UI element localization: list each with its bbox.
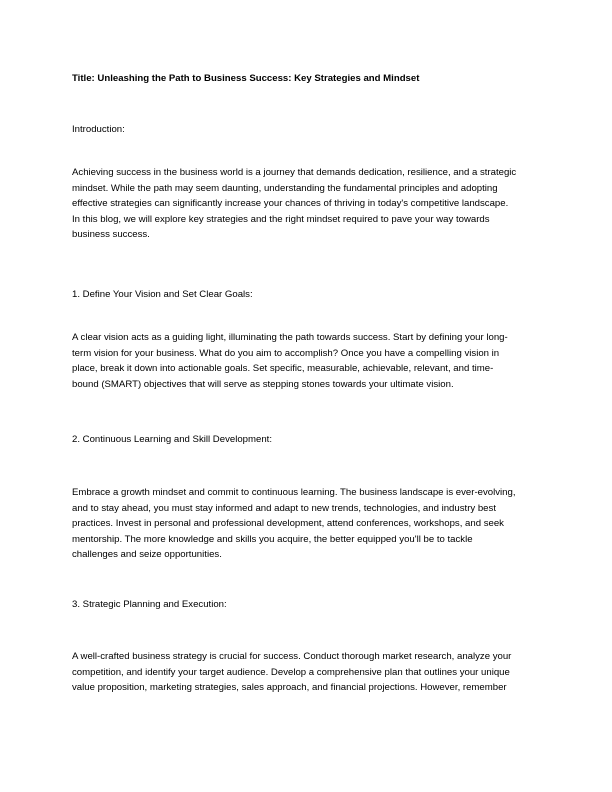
paragraph-line: In this blog, we will explore key strategies and the right mindset required to pave your way towards	[72, 213, 490, 225]
section-3-heading: 3. Strategic Planning and Execution:	[72, 599, 227, 610]
paragraph-line: mindset. While the path may seem daunting, understanding the fundamental principles and adopting	[72, 182, 498, 194]
paragraph-line: Achieving success in the business world is a journey that demands dedication, resilience, and a strategic	[72, 167, 517, 178]
paragraph-line: effective strategies can significantly increase your chances of thriving in today's competitive landscape.	[72, 198, 509, 210]
paragraph-line: bound (SMART) objectives that will serve as stepping stones towards your ultimate vision.	[72, 378, 454, 390]
paragraph-line: place, break it down into actionable goals. Set specific, measurable, achievable, relevant, and time-	[72, 363, 494, 375]
section-2-paragraph	[72, 485, 550, 563]
paragraph-line: challenges and seize opportunities.	[72, 549, 222, 561]
paragraph-line: practices. Invest in personal and professional development, attend conferences, workshops, and seek	[72, 518, 504, 530]
paragraph-line: mentorship. The more knowledge and skills you acquire, the better equipped you'll be to tackle	[72, 533, 473, 545]
section-2-heading: 2. Continuous Learning and Skill Development:	[72, 434, 272, 445]
intro-heading: Introduction:	[72, 124, 125, 135]
paragraph-line: A well-crafted business strategy is crucial for success. Conduct thorough market research, analyze your	[72, 651, 512, 662]
intro-paragraph	[72, 165, 550, 243]
paragraph-line: value proposition, marketing strategies, sales approach, and financial projections. However, remember	[72, 682, 507, 694]
paragraph-line: business success.	[72, 229, 150, 241]
section-3-paragraph	[72, 649, 550, 696]
paragraph-line: competition, and identify your target audience. Develop a comprehensive plan that outlines your unique	[72, 666, 510, 678]
paragraph-line: and to stay ahead, you must stay informed and adapt to new trends, technologies, and industry best	[72, 502, 496, 514]
paragraph-line: Embrace a growth mindset and commit to continuous learning. The business landscape is ever-evolving,	[72, 487, 516, 498]
document-title: Title: Unleashing the Path to Business Success: Key Strategies and Mindset	[72, 73, 420, 84]
section-1-paragraph	[72, 330, 550, 392]
paragraph-line: A clear vision acts as a guiding light, illuminating the path towards success. Start by defining your long-	[72, 332, 508, 343]
section-1-heading: 1. Define Your Vision and Set Clear Goals:	[72, 289, 253, 300]
paragraph-line: term vision for your business. What do you aim to accomplish? Once you have a compelling vision in	[72, 347, 500, 359]
